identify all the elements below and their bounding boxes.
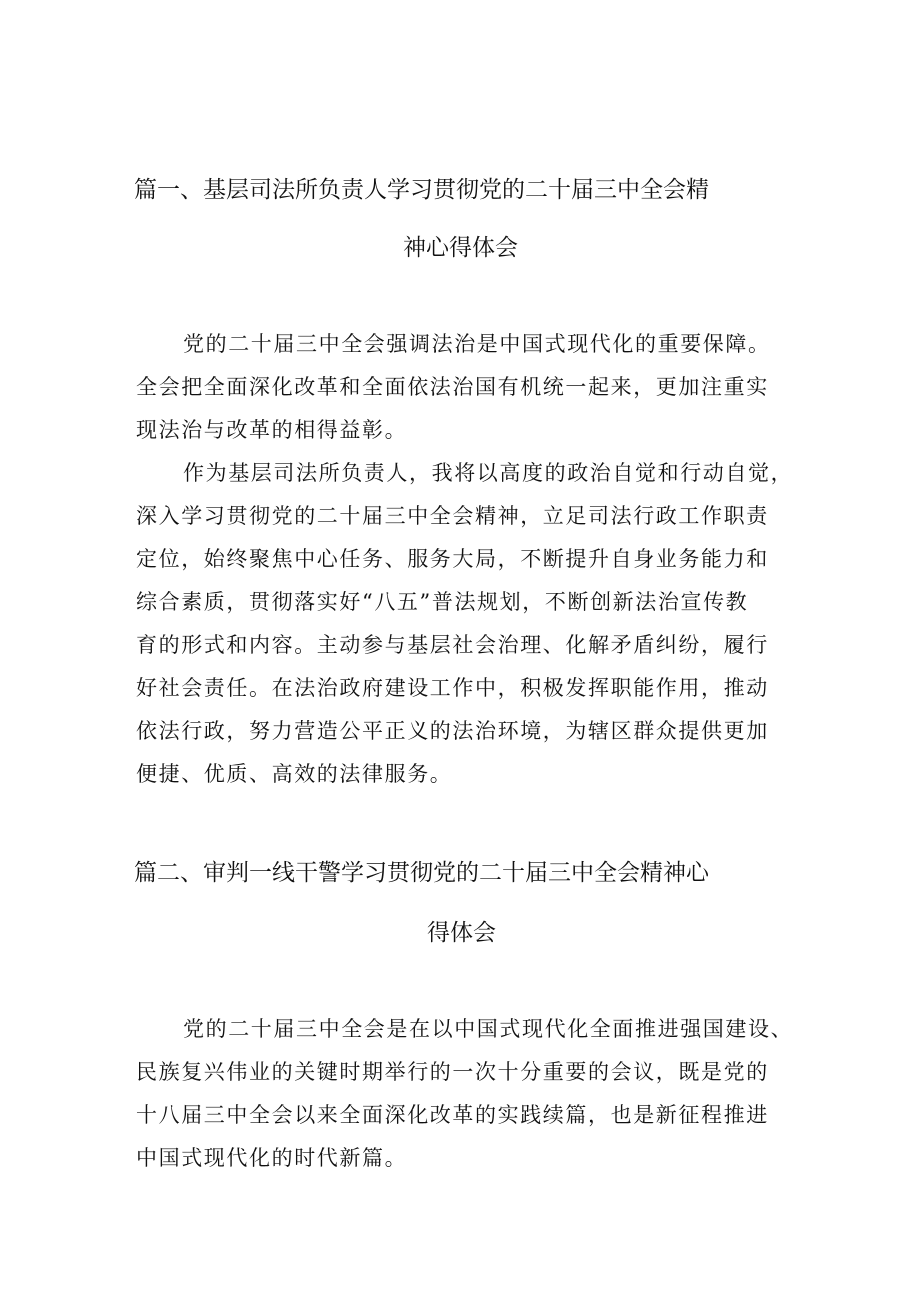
s1-p1-line3: 现法治与改革的相得益彰。 bbox=[136, 418, 408, 442]
s1-p2-line5: 育的形式和内容。主动参与基层社会治理、化解矛盾纠纷，履行 bbox=[136, 633, 769, 657]
s2-p1-line1: 党的二十届三中全会是在以中国式现代化全面推进强国建设、 bbox=[183, 1017, 794, 1041]
s1-p1-line1: 党的二十届三中全会强调法治是中国式现代化的重要保障。 bbox=[183, 332, 771, 356]
s1-p2-line2: 深入学习贯彻党的二十届三中全会精神，立足司法行政工作职责 bbox=[136, 504, 769, 528]
s2-p1-line2: 民族复兴伟业的关键时期举行的一次十分重要的会议，既是党的 bbox=[136, 1060, 769, 1084]
section1-title-line2: 神心得体会 bbox=[403, 235, 518, 261]
section2-title-line1: 篇二、审判一线干警学习贯彻党的二十届三中全会精神心 bbox=[134, 860, 709, 886]
s1-p2-line6: 好社会责任。在法治政府建设工作中，积极发挥职能作用，推动 bbox=[136, 676, 769, 700]
s2-p1-line3: 十八届三中全会以来全面深化改革的实践续篇，也是新征程推进 bbox=[136, 1103, 769, 1127]
s1-p2-line1: 作为基层司法所负责人，我将以高度的政治自觉和行动自觉， bbox=[183, 461, 794, 485]
s1-p2-line4: 综合素质，贯彻落实好“八五”普法规划，不断创新法治宣传教 bbox=[136, 590, 749, 614]
s1-p2-line7: 依法行政，努力营造公平正义的法治环境，为辖区群众提供更加 bbox=[136, 719, 769, 743]
s1-p2-line3: 定位，始终聚焦中心任务、服务大局，不断提升自身业务能力和 bbox=[136, 547, 769, 571]
section2-title-line2: 得体会 bbox=[427, 920, 496, 946]
s1-p2-line8: 便捷、优质、高效的法律服务。 bbox=[136, 762, 453, 786]
section1-title-line1: 篇一、基层司法所负责人学习贯彻党的二十届三中全会精 bbox=[134, 177, 709, 203]
s2-p1-line4: 中国式现代化的时代新篇。 bbox=[136, 1146, 408, 1170]
s1-p1-line2: 全会把全面深化改革和全面依法治国有机统一起来，更加注重实 bbox=[136, 375, 769, 399]
